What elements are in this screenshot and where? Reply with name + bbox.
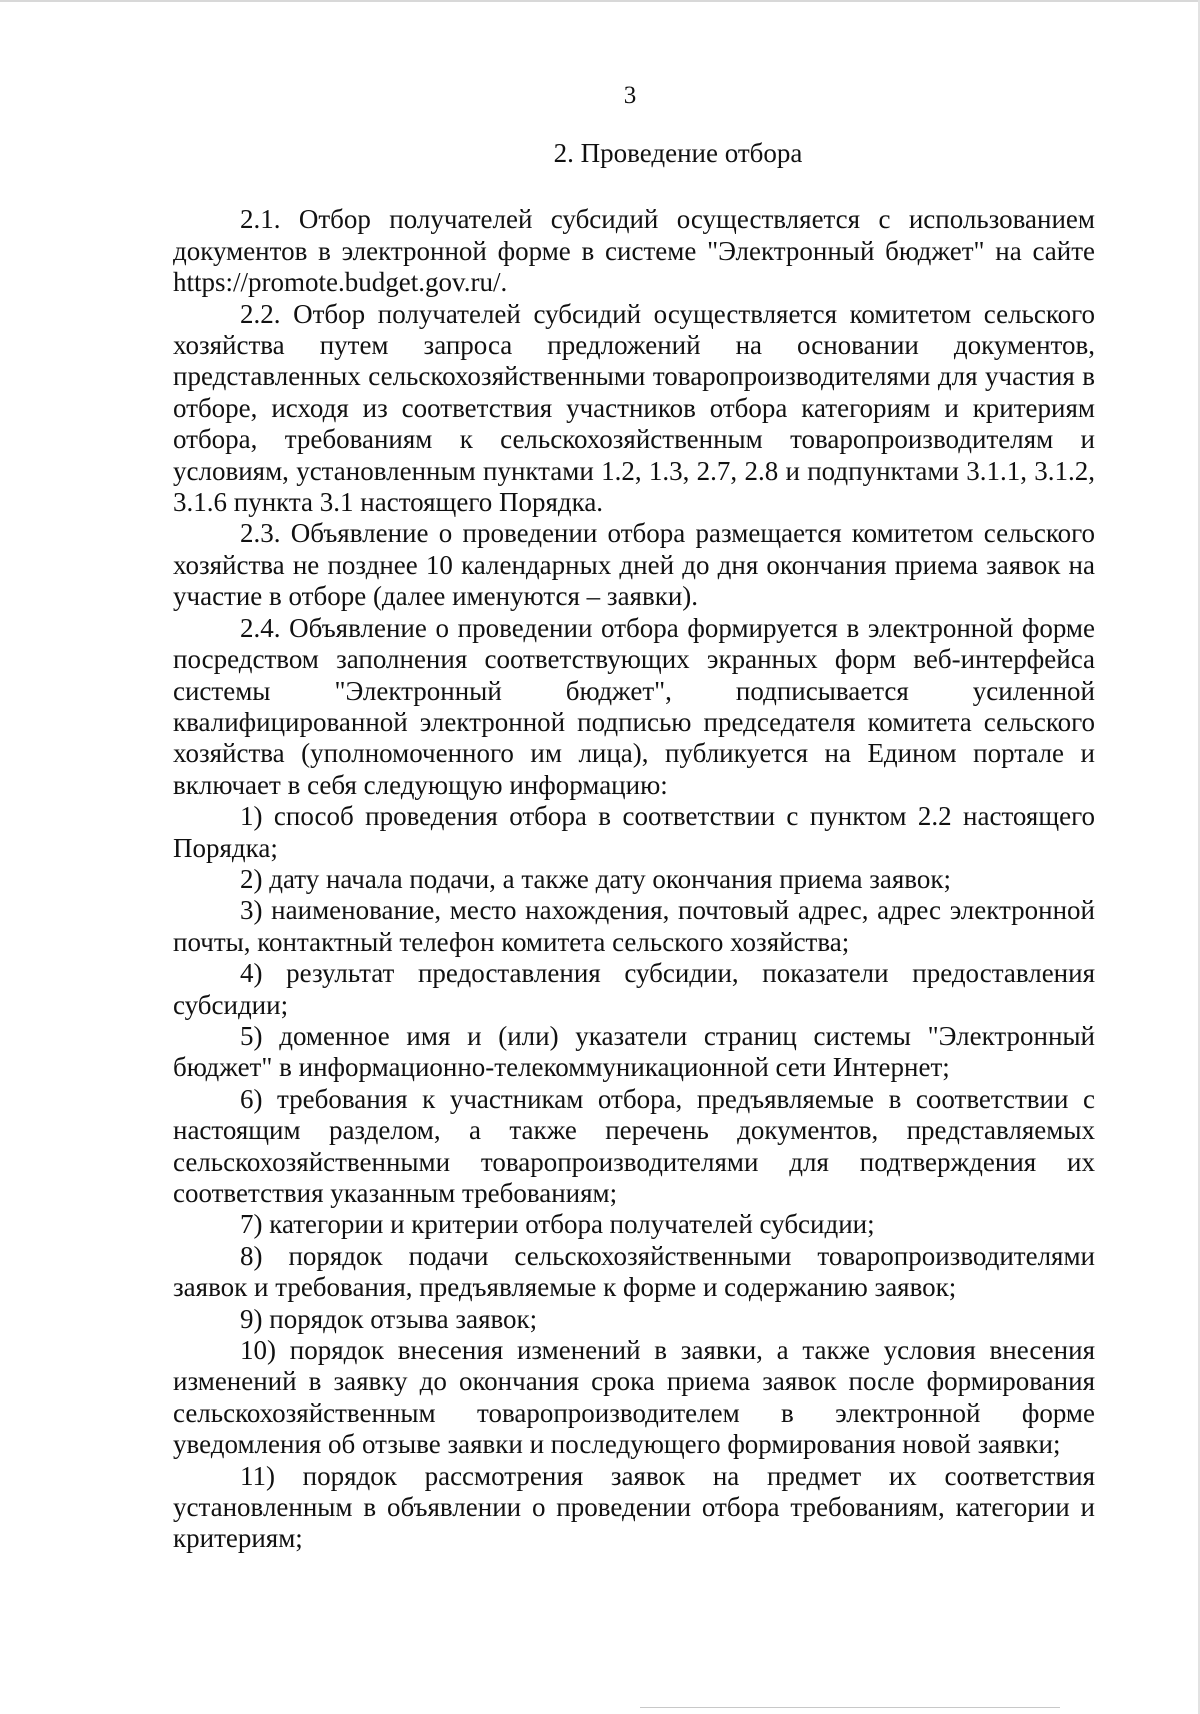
page-number: 3 (623, 82, 637, 109)
list-item-8: 8) порядок подачи сельскохозяйственными товаропроизводителями заявок и требования, предъявляемые к форме и содержанию заявок; (173, 1240, 1095, 1303)
paragraph-2-3: 2.3. Объявление о проведении отбора размещается комитетом сельского хозяйства не позднее 10 календарных дней до дня окончания приема заявок на участие в отборе (далее именуются – заявки). (173, 518, 1095, 612)
scan-edge-bottom (640, 1707, 1060, 1708)
list-item-3: 3) наименование, место нахождения, почтовый адрес, адрес электронной почты, контактный телефон комитета сельского хозяйства; (173, 895, 1095, 957)
list-item-11: 11) порядок рассмотрения заявок на предмет их соответствия установленным в объявлении о проведении отбора требованиям, категории и критериям; (173, 1460, 1095, 1554)
list-item-4: 4) результат предоставления субсидии, показатели предоставления субсидии; (173, 958, 1095, 1020)
paragraph-2-1: 2.1. Отбор получателей субсидий осуществляется с использованием документов в электронной форме в системе "Электронный бюджет" на сайте https://promote.budget.gov.ru/. (173, 204, 1095, 298)
scan-edge-top (0, 0, 1200, 2)
paragraph-2-4: 2.4. Объявление о проведении отбора формируется в электронной форме посредством заполнения соответствующих экранных форм веб-интерфейса системы "Электронный бюджет", подписывается усиленной квалифицированной электронной подписью председателя комитета сельского хозяйства (уполномоченного им лица), публикуется на Едином портале и включает в себя следующую информацию: (173, 612, 1095, 800)
document-body (173, 138, 1095, 1555)
section-heading: 2. Проведение отбора (553, 138, 803, 168)
list-item-2: 2) дату начала подачи, а также дату окончания приема заявок; (240, 863, 951, 894)
list-item-6: 6) требования к участникам отбора, предъявляемые в соответствии с настоящим разделом, а также перечень документов, представляемых сельскохозяйственными товаропроизводителями для подтверждения их соответствия указанным требованиям; (173, 1083, 1095, 1208)
paragraph-2-2: 2.2. Отбор получателей субсидий осуществляется комитетом сельского хозяйства путем запроса предложений на основании документов, представленных сельскохозяйственными товаропроизводителями для участия в отборе, исходя из соответствия участников отбора категориям и критериям отбора, требованиям к сельскохозяйственным товаропроизводителям и условиям, установленным пунктами 1.2, 1.3, 2.7, 2.8 и подпунктами 3.1.1, 3.1.2, 3.1.6 пункта 3.1 настоящего Порядка. (173, 298, 1095, 518)
list-item-9: 9) порядок отзыва заявок; (240, 1303, 538, 1334)
list-item-7: 7) категории и критерии отбора получателей субсидии; (240, 1209, 875, 1240)
list-item-1: 1) способ проведения отбора в соответствии с пунктом 2.2 настоящего Порядка; (173, 801, 1095, 863)
list-item-5: 5) доменное имя и (или) указатели страниц системы "Электронный бюджет" в информационно-телекоммуникационной сети Интернет; (173, 1020, 1095, 1083)
list-item-10: 10) порядок внесения изменений в заявки, а также условия внесения изменений в заявку до окончания срока приема заявок после формирования сельскохозяйственным товаропроизводителем в электронной форме уведомления об отзыве заявки и последующего формирования новой заявки; (173, 1335, 1095, 1460)
